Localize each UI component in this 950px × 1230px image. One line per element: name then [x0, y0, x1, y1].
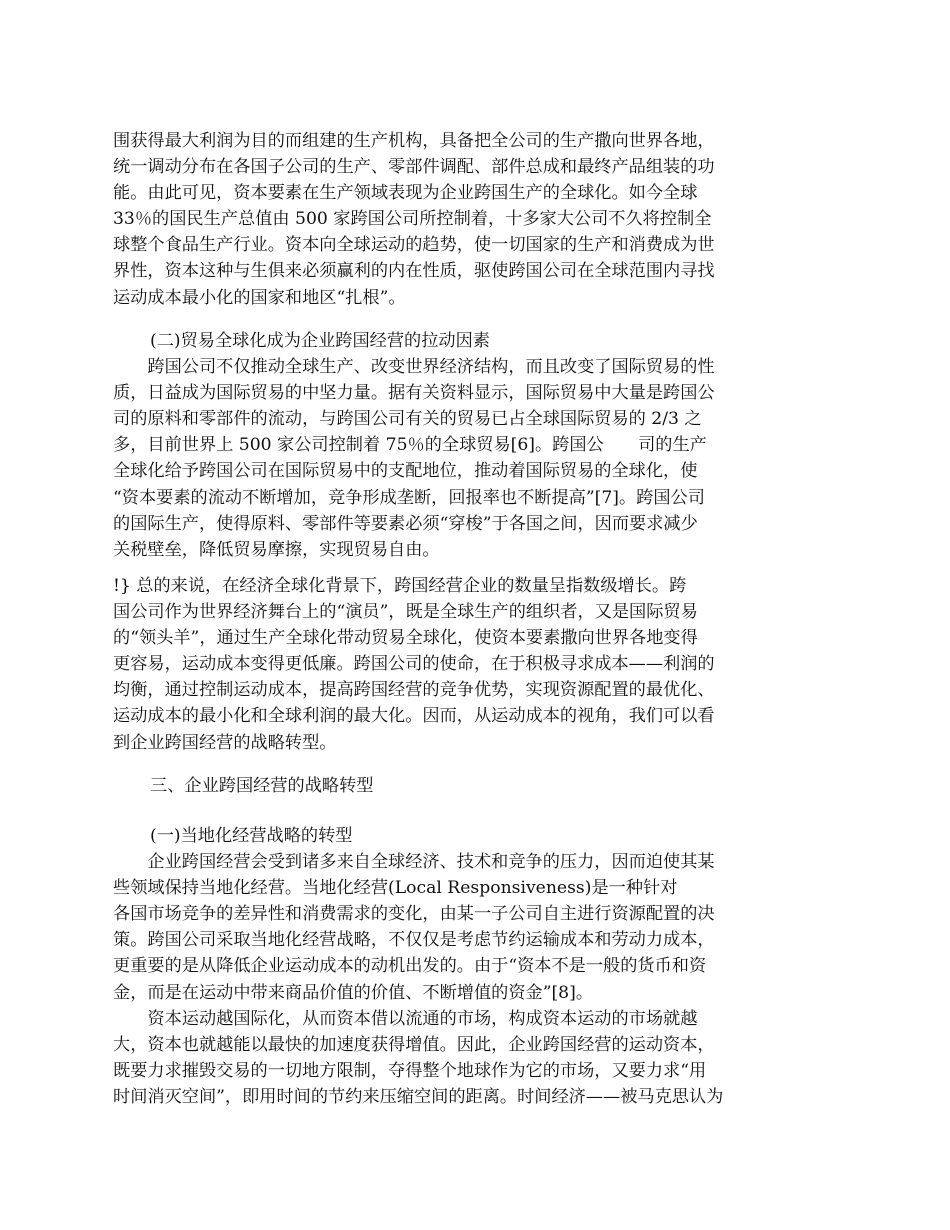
text-line: 的国际生产，使得原料、零部件等要素必须“穿梭”于各国之间，因而要求减少	[113, 513, 698, 534]
text-line: 多，目前世界上 500 家公司控制着 75％的全球贸易[6]。跨国公 司的生产	[113, 435, 707, 456]
text-line: 统一调动分布在各国子公司的生产、零部件调配、部件总成和最终产品组装的功	[113, 157, 715, 178]
text-line: 全球化给予跨国公司在国际贸易中的支配地位，推动着国际贸易的全球化，使	[113, 461, 698, 482]
section-strategy-transition	[113, 773, 768, 799]
text-line: 跨国公司不仅推动全球生产、改变世界经济结构，而且改变了国际贸易的性	[113, 357, 715, 378]
section-heading: 三、企业跨国经营的战略转型	[150, 776, 374, 796]
text-line: 运动成本最小化的国家和地区“扎根”。	[113, 287, 406, 308]
text-line: 的“领头羊”，通过生产全球化带动贸易全球化，使资本要素撒向世界各地变得	[113, 628, 698, 649]
text-line: 金，而是在运动中带来商品价值的价值、不断增值的资金”[8]。	[113, 982, 594, 1003]
text-line: 资本运动越国际化，从而资本借以流通的市场，构成资本运动的市场就越	[113, 1008, 698, 1029]
text-line: !} 总的来说，在经济全球化背景下，跨国经营企业的数量呈指数级增长。跨	[113, 576, 687, 596]
text-line: 大，资本也就越能以最快的加速度获得增值。因此，企业跨国经营的运动资本，	[113, 1034, 715, 1055]
text-line: 些领域保持当地化经营。当地化经营(Local Responsiveness)是一种针对	[113, 878, 678, 899]
section-localization-strategy	[113, 823, 768, 1110]
text-line: 能。由此可见，资本要素在生产领域表现为企业跨国生产的全球化。如今全球	[113, 183, 698, 204]
text-line: 既要力求摧毁交易的一切地方限制，夺得整个地球作为它的市场，又要力求“用	[113, 1060, 707, 1081]
text-line: 界性，资本这种与生俱来必须赢利的内在性质，驱使跨国公司在全球范围内寻找	[113, 261, 715, 282]
text-line: 运动成本的最小化和全球利润的最大化。因而，从运动成本的视角，我们可以看	[113, 706, 715, 727]
section-heading: (一)当地化经营战略的转型	[150, 826, 353, 846]
text-line: 关税壁垒，降低贸易摩擦，实现贸易自由。	[113, 539, 440, 560]
text-line: 企业跨国经营会受到诸多来自全球经济、技术和竞争的压力，因而迫使其某	[113, 852, 715, 873]
text-line: 更容易，运动成本变得更低廉。跨国公司的使命，在于积极寻求成本——利润的	[113, 654, 715, 675]
section-heading: (二)贸易全球化成为企业跨国经营的拉动因素	[150, 331, 490, 351]
text-line: 各国市场竞争的差异性和消费需求的变化，由某一子公司自主进行资源配置的决	[113, 904, 715, 925]
text-line: 到企业跨国经营的战略转型。	[113, 732, 337, 753]
text-line: 司的原料和零部件的流动，与跨国公司有关的贸易已占全球国际贸易的 2/3 之	[113, 409, 702, 430]
text-line: 策。跨国公司采取当地化经营战略，不仅仅是考虑节约运输成本和劳动力成本，	[113, 930, 715, 951]
text-line: 更重要的是从降低企业运动成本的动机出发的。由于“资本不是一般的货币和资	[113, 956, 707, 977]
text-line: 时间消灭空间”，即用时间的节约来压缩空间的距离。时间经济——被马克思认为	[113, 1086, 724, 1107]
text-line: 球整个食品生产行业。资本向全球运动的趋势，使一切国家的生产和消费成为世	[113, 235, 715, 256]
section-trade-globalization	[113, 328, 768, 563]
paragraph-summary	[113, 573, 768, 756]
text-line: 国公司作为世界经济舞台上的“演员”，既是全球生产的组织者，又是国际贸易	[113, 602, 698, 623]
text-line: 33％的国民生产总值由 500 家跨国公司所控制着，十多家大公司不久将控制全	[113, 209, 712, 230]
text-line: 均衡，通过控制运动成本，提高跨国经营的竞争优势，实现资源配置的最优化、	[113, 680, 715, 701]
paragraph-capital-globalization	[113, 128, 768, 311]
text-line: 质，日益成为国际贸易的中坚力量。据有关资料显示，国际贸易中大量是跨国公	[113, 383, 715, 404]
text-line: “资本要素的流动不断增加，竞争形成垄断，回报率也不断提高”[7]。跨国公司	[113, 487, 705, 508]
text-line: 围获得最大利润为目的而组建的生产机构，具备把全公司的生产撒向世界各地，	[113, 131, 715, 151]
